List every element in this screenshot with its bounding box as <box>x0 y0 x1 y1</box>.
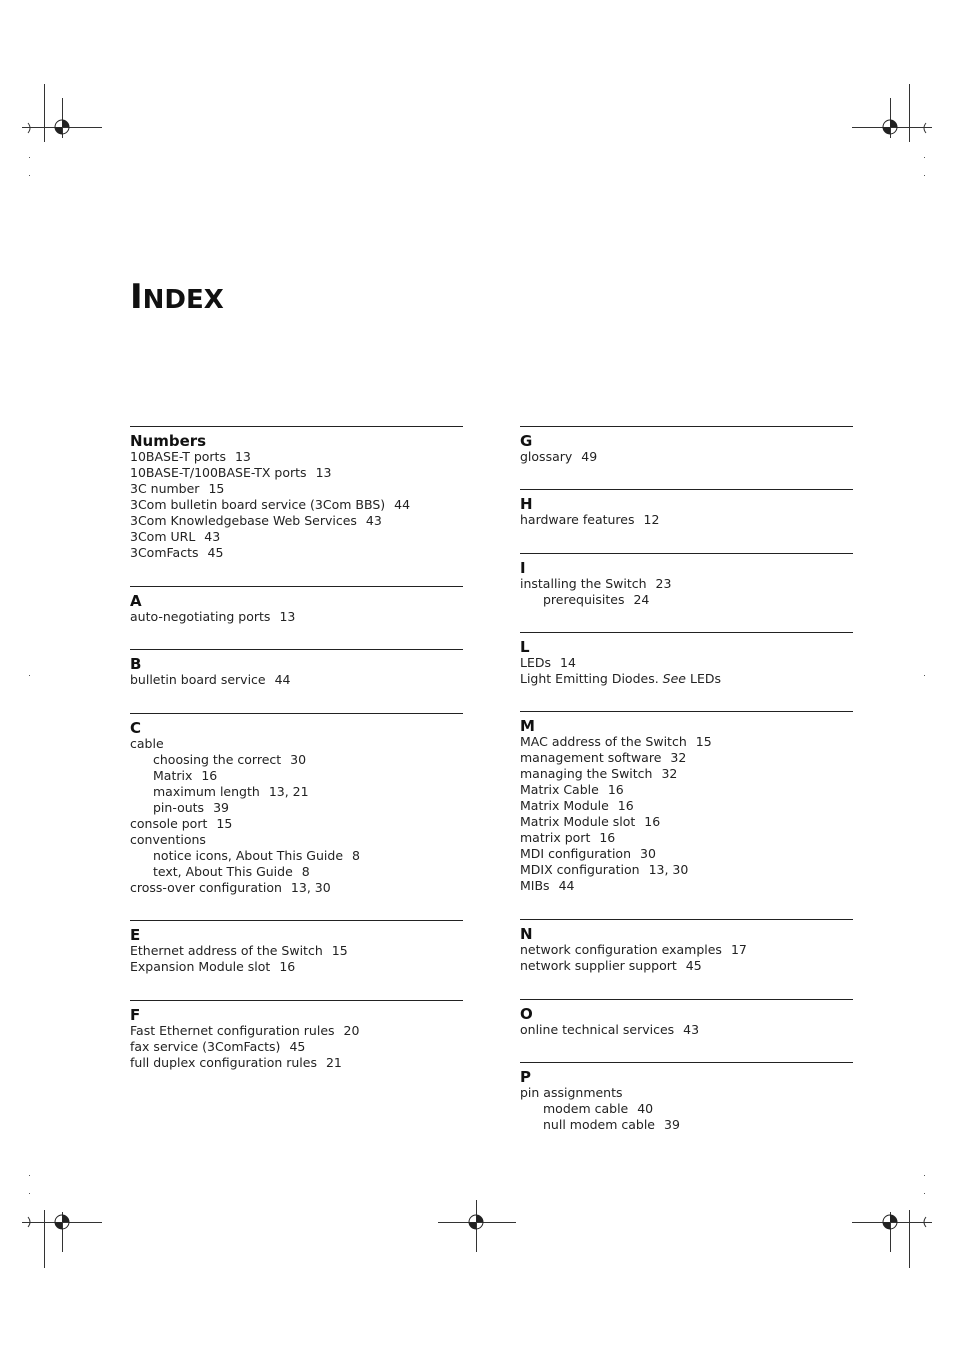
section-heading: L <box>520 638 530 656</box>
edge-dot <box>29 175 30 176</box>
entry-term: full duplex configuration rules <box>130 1055 317 1070</box>
entry-page-numbers: 16 <box>599 830 616 845</box>
see-reference-label: See <box>662 671 686 686</box>
index-subentry <box>130 784 463 800</box>
entry-page-numbers: 16 <box>644 814 661 829</box>
entry-term: Matrix Cable <box>520 782 599 797</box>
entry-term: management software <box>520 750 662 765</box>
index-entry <box>520 878 853 894</box>
page-title-initial: I <box>130 277 143 317</box>
bracket-mark-icon <box>27 1216 33 1228</box>
index-subentry <box>520 592 853 608</box>
index-entry <box>130 465 463 481</box>
index-entry <box>130 529 463 545</box>
section-heading: Numbers <box>130 432 207 450</box>
section-heading: P <box>520 1068 531 1086</box>
entry-term: matrix port <box>520 830 591 845</box>
index-entry <box>130 816 463 832</box>
index-entry <box>130 609 463 625</box>
index-section-numbers <box>130 426 463 586</box>
entry-term: MAC address of the Switch <box>520 734 687 749</box>
index-entry <box>130 959 463 975</box>
index-entry <box>130 545 463 561</box>
entry-term: Expansion Module slot <box>130 959 271 974</box>
entry-term: MIBs <box>520 878 550 893</box>
entry-term: Matrix <box>153 768 193 783</box>
entry-page-numbers: 49 <box>581 449 598 464</box>
entry-term: text, About This Guide <box>153 864 293 879</box>
bracket-mark-icon <box>27 122 33 134</box>
entry-term: managing the Switch <box>520 766 653 781</box>
bracket-mark-icon <box>921 122 927 134</box>
edge-dot <box>924 157 925 158</box>
index-entry <box>130 481 463 497</box>
entry-term: network supplier support <box>520 958 677 973</box>
section-heading: G <box>520 432 533 450</box>
entry-page-numbers: 13, 30 <box>648 862 689 877</box>
index-entry <box>520 449 853 465</box>
entry-page-numbers: 43 <box>365 513 382 528</box>
index-subentry <box>520 1101 853 1117</box>
index-entry <box>520 958 853 974</box>
section-heading: N <box>520 925 533 943</box>
index-section-i <box>520 553 853 632</box>
index-subentry <box>130 848 463 864</box>
index-entry <box>130 513 463 529</box>
bracket-mark-icon <box>921 1216 927 1228</box>
edge-dot <box>924 1175 925 1176</box>
index-entry <box>130 1055 463 1071</box>
index-entry <box>130 832 463 848</box>
index-entry <box>520 814 853 830</box>
section-heading: A <box>130 592 142 610</box>
entry-term: pin-outs <box>153 800 205 815</box>
entry-term: Light Emitting Diodes. <box>520 671 663 686</box>
index-entry <box>130 736 463 752</box>
entry-page-numbers: 13, 30 <box>290 880 331 895</box>
entry-term: 10BASE-T/100BASE-TX ports <box>130 465 307 480</box>
section-heading: F <box>130 1006 141 1024</box>
section-heading: M <box>520 717 535 735</box>
entry-page-numbers: 43 <box>683 1022 700 1037</box>
entry-page-numbers: 15 <box>216 816 233 831</box>
index-column-left <box>130 426 463 1080</box>
entry-page-numbers: 8 <box>301 864 310 879</box>
entry-term: Matrix Module <box>520 798 609 813</box>
entry-page-numbers: 13 <box>279 609 296 624</box>
index-entry <box>520 846 853 862</box>
index-section-l <box>520 632 853 711</box>
entry-page-numbers: 13, 21 <box>268 784 309 799</box>
index-entry <box>520 798 853 814</box>
index-section-f <box>130 1000 463 1080</box>
page-title <box>130 277 224 317</box>
index-subentry <box>130 768 463 784</box>
registration-target-icon <box>466 1212 486 1232</box>
index-section-n <box>520 919 853 999</box>
entry-page-numbers: 24 <box>633 592 650 607</box>
section-heading: I <box>520 559 526 577</box>
index-entry <box>130 449 463 465</box>
index-column-right <box>520 426 853 1142</box>
index-section-b <box>130 649 463 713</box>
index-entry <box>130 497 463 513</box>
index-entry <box>130 1023 463 1039</box>
entry-page-numbers: 13 <box>315 465 332 480</box>
entry-page-numbers: 39 <box>664 1117 680 1132</box>
entry-term: auto-negotiating ports <box>130 609 271 624</box>
entry-page-numbers: 45 <box>289 1039 306 1054</box>
index-section-g <box>520 426 853 489</box>
entry-page-numbers: 40 <box>637 1101 654 1116</box>
entry-term: modem cable <box>543 1101 629 1116</box>
entry-term: glossary <box>520 449 573 464</box>
index-section-p <box>520 1062 853 1142</box>
index-entry <box>130 880 463 896</box>
entry-term: MDI configuration <box>520 846 631 861</box>
edge-dot <box>924 175 925 176</box>
index-entry <box>520 830 853 846</box>
entry-term: hardware features <box>520 512 635 527</box>
entry-term: 3Com Knowledgebase Web Services <box>130 513 357 528</box>
entry-term: choosing the correct <box>153 752 282 767</box>
entry-page-numbers: 43 <box>204 529 221 544</box>
entry-page-numbers: 45 <box>685 958 702 973</box>
entry-term: fax service (3ComFacts) <box>130 1039 281 1054</box>
entry-page-numbers: 17 <box>730 942 747 957</box>
entry-term: network configuration examples <box>520 942 722 957</box>
entry-term: Matrix Module slot <box>520 814 636 829</box>
index-entry <box>520 734 853 750</box>
entry-term: MDIX configuration <box>520 862 640 877</box>
entry-term: 3ComFacts <box>130 545 199 560</box>
index-entry <box>520 1085 853 1101</box>
edge-dot <box>29 1175 30 1176</box>
index-entry <box>520 862 853 878</box>
entry-page-numbers: 16 <box>201 768 218 783</box>
index-entry <box>520 1022 853 1038</box>
entry-term: 3Com URL <box>130 529 196 544</box>
crop-line <box>44 84 45 142</box>
entry-term: online technical services <box>520 1022 675 1037</box>
entry-term: notice icons, About This Guide <box>153 848 344 863</box>
index-section-h <box>520 489 853 553</box>
entry-term: cable <box>130 736 164 751</box>
entry-page-numbers: 32 <box>670 750 687 765</box>
index-entry <box>520 671 853 687</box>
edge-dot <box>924 675 925 676</box>
index-entry <box>520 655 853 671</box>
index-entry <box>520 782 853 798</box>
index-subentry <box>130 800 463 816</box>
entry-page-numbers: 45 <box>207 545 224 560</box>
entry-page-numbers: 30 <box>290 752 307 767</box>
index-section-a <box>130 586 463 649</box>
index-section-o <box>520 999 853 1062</box>
edge-dot <box>924 1193 925 1194</box>
edge-dot <box>29 675 30 676</box>
entry-term: null modem cable <box>543 1117 655 1132</box>
entry-term: conventions <box>130 832 206 847</box>
entry-page-numbers: 30 <box>640 846 656 861</box>
entry-term: Ethernet address of the Switch <box>130 943 323 958</box>
entry-term: LEDs <box>520 655 551 670</box>
section-heading: B <box>130 655 142 673</box>
entry-term: maximum length <box>153 784 260 799</box>
entry-page-numbers: 16 <box>617 798 634 813</box>
section-heading: C <box>130 719 142 737</box>
entry-page-numbers: 13 <box>234 449 251 464</box>
entry-page-numbers: 44 <box>394 497 411 512</box>
registration-target-icon <box>880 1212 900 1232</box>
entry-page-numbers: 15 <box>208 481 225 496</box>
entry-page-numbers: 21 <box>325 1055 342 1070</box>
index-entry <box>520 942 853 958</box>
registration-target-icon <box>880 117 900 137</box>
entry-page-numbers: 16 <box>607 782 624 797</box>
section-heading: E <box>130 926 141 944</box>
page-title-rest: NDEX <box>142 285 224 315</box>
section-heading: O <box>520 1005 533 1023</box>
index-entry <box>130 943 463 959</box>
index-subentry <box>130 864 463 880</box>
registration-target-icon <box>52 117 72 137</box>
entry-term: Fast Ethernet configuration rules <box>130 1023 335 1038</box>
edge-dot <box>29 1193 30 1194</box>
section-heading: H <box>520 495 533 513</box>
entry-term: prerequisites <box>543 592 625 607</box>
entry-page-numbers: 20 <box>343 1023 360 1038</box>
entry-page-numbers: 14 <box>560 655 576 670</box>
entry-page-numbers: 12 <box>643 512 660 527</box>
index-entry <box>520 766 853 782</box>
index-entry <box>520 512 853 528</box>
entry-term: bulletin board service <box>130 672 266 687</box>
entry-page-numbers: 23 <box>655 576 672 591</box>
edge-dot <box>29 157 30 158</box>
index-subentry <box>130 752 463 768</box>
entry-page-numbers: 8 <box>352 848 360 863</box>
index-section-c <box>130 713 463 920</box>
index-entry <box>520 750 853 766</box>
index-section-m <box>520 711 853 919</box>
index-entry <box>130 1039 463 1055</box>
entry-page-numbers: 15 <box>331 943 348 958</box>
entry-term: 3Com bulletin board service (3Com BBS) <box>130 497 386 512</box>
see-reference-target: LEDs <box>689 671 721 686</box>
index-entry <box>520 576 853 592</box>
entry-page-numbers: 44 <box>274 672 291 687</box>
crop-line <box>909 84 910 142</box>
crop-line <box>44 1210 45 1268</box>
entry-page-numbers: 16 <box>279 959 296 974</box>
crop-line <box>909 1210 910 1268</box>
entry-term: 10BASE-T ports <box>130 449 226 464</box>
entry-term: 3C number <box>130 481 200 496</box>
entry-page-numbers: 15 <box>695 734 712 749</box>
entry-term: cross-over configuration <box>130 880 282 895</box>
entry-term: pin assignments <box>520 1085 623 1100</box>
index-entry <box>130 672 463 688</box>
entry-page-numbers: 32 <box>661 766 678 781</box>
entry-page-numbers: 39 <box>213 800 229 815</box>
index-subentry <box>520 1117 853 1133</box>
entry-term: installing the Switch <box>520 576 647 591</box>
registration-target-icon <box>52 1212 72 1232</box>
index-section-e <box>130 920 463 1000</box>
entry-term: console port <box>130 816 208 831</box>
entry-page-numbers: 44 <box>558 878 575 893</box>
